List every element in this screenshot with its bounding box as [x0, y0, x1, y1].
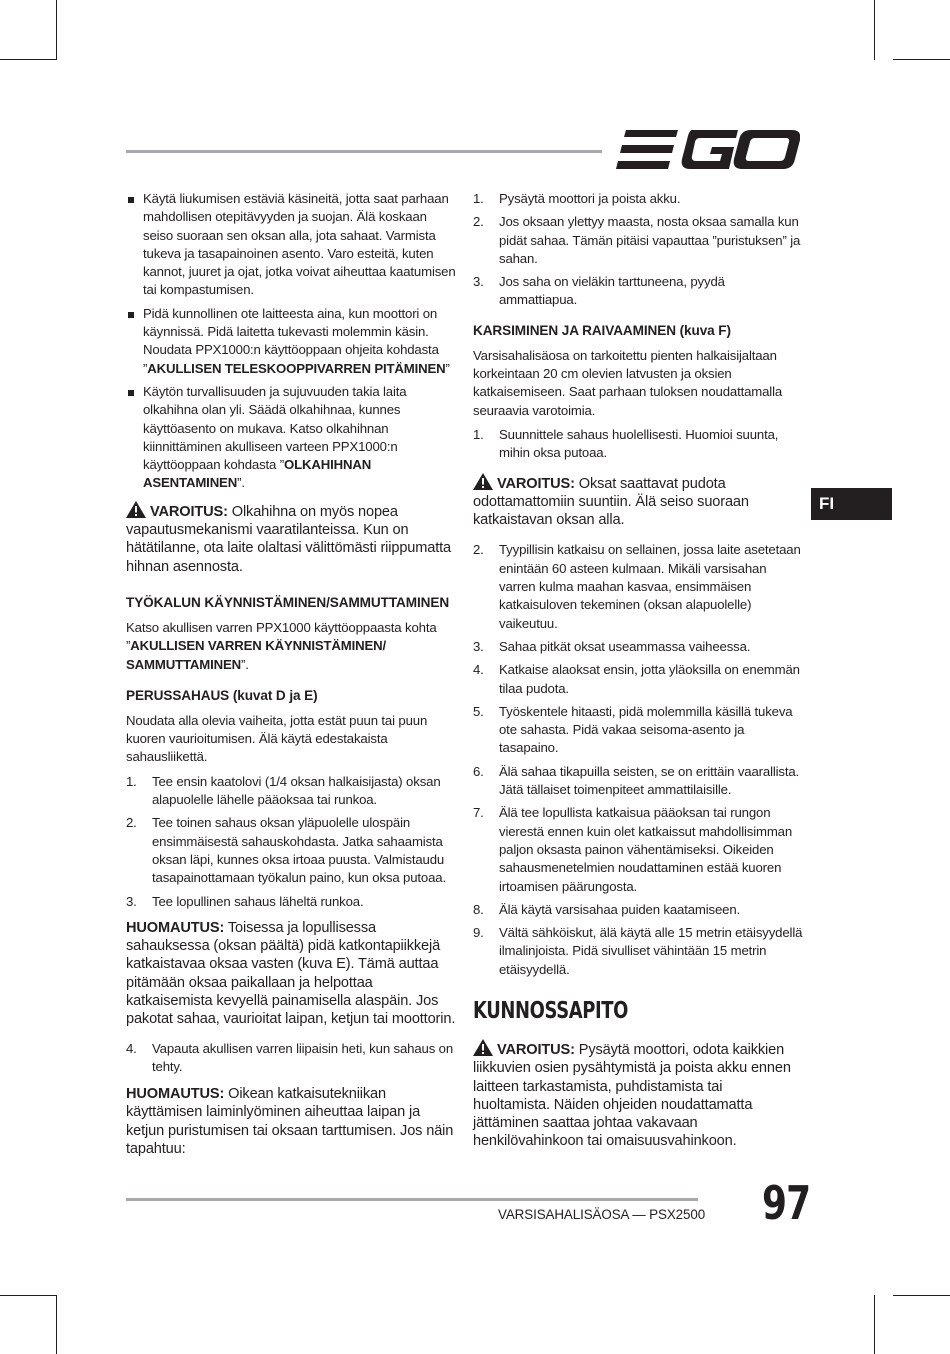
- list-item: 2. Tee toinen sahaus oksan yläpuolelle ulospäin ensimmäisestä sahauskohdasta. Jatka sahaamista oksan läpi, kunnes oksa irtoaa puusta. Valmistaudu tasapainottamaan työkalun paino, kun oksa putoaa.: [126, 815, 446, 886]
- note-block: HUOMAUTUS: Toisessa ja lopullisessa sahauksessa (oksan päältä) pidä katkontapiikkejä katkaistavaa oksaa vasten (kuva E). Tämä auttaa pitämään oksaa paikallaan ja helpottaa katkaisemista kevyellä painamisella alaspäin. Jos pakotat sahaa, vaurioitat laipan, ketjun tai moottorin.: [126, 919, 456, 1028]
- list-item: 3. Sahaa pitkät oksat useammassa vaiheessa.: [473, 638, 751, 654]
- list-item: Pidä kunnollinen ote laitteesta aina, kun moottori on käynnissä. Pidä laitetta tukevasti molemmin käsin. Noudata PPX1000:n käyttöoppaan ohjeita kohdasta ”AKULLISEN TELESKOOPPIVARREN PITÄMINEN”: [126, 305, 456, 378]
- crop-mark: [893, 1295, 950, 1296]
- list-item: 7. Älä tee lopullista katkaisua pääoksan tai rungon vierestä ennen kuin olet katkaissut mahdollisimman paljon oksasta painon vähentämiseksi. Oikeiden sahausmenetelmien noudattaminen estää kuoren irtoamisen päärungosta.: [473, 805, 793, 894]
- crop-mark: [893, 59, 950, 60]
- list-item: Käytä liukumisen estäviä käsineitä, jotta saat parhaan mahdollisen otepitävyyden ja suojan. Älä koskaan seiso suoraan sen oksan alla, jota sahaat. Varmista tukeva ja tasapainoinen asento. Varo esteitä, kuten kannot, juuret ja ojat, jotka voivat aiheuttaa kaatumisen tai kompastumisen.: [126, 190, 456, 300]
- section-heading: TYÖKALUN KÄYNNISTÄMINEN/SAMMUTTAMINEN: [126, 594, 450, 610]
- note-block: HUOMAUTUS: Oikean katkaisutekniikan käyttämisen laiminlyöminen aiheuttaa laipan ja ketjun puristumisen tai oksaan tarttumisen. Jos näin tapahtuu:: [126, 1086, 454, 1158]
- list-item: 2. Tyypillisin katkaisu on sellainen, jossa laite asetetaan enintään 60 asteen kulmaan. Mikäli varsisahan varren kulma maahan kasvaa, ensimmäisen katkaisuloven tekeminen (oksan alapuolelle) vaikeutuu.: [473, 542, 801, 631]
- section-heading: KARSIMINEN JA RAIVAAMINEN (kuva F): [473, 322, 731, 338]
- list-item: 4. Katkaise alaoksat ensin, jotta yläoksilla on enemmän tilaa pudota.: [473, 662, 800, 696]
- bullet-icon: [128, 390, 134, 396]
- warning-icon: [473, 1039, 493, 1056]
- paragraph: Varsisahalisäosa on tarkoitettu pienten halkaisijaltaan korkeintaan 20 cm olevien latvusten ja oksien katkaisemiseen. Saat parhaan tuloksen noudattamalla seuraavia varotoimia.: [473, 347, 783, 418]
- warning-icon: [473, 473, 493, 490]
- crop-mark: [874, 0, 875, 60]
- right-column: [473, 190, 803, 1151]
- list-item: 3. Jos saha on vieläkin tarttuneena, pyydä ammattiapua.: [473, 274, 725, 308]
- crop-mark: [0, 1295, 57, 1296]
- list-item: 3. Tee lopullinen sahaus läheltä runkoa.: [126, 893, 364, 909]
- section-title: KUNNOSSAPITO: [473, 997, 628, 1024]
- page-number: 97: [762, 1176, 811, 1230]
- warning-block: VAROITUS: Pysäytä moottori, odota kaikkien liikkuvien osien pysähtymistä ja poista akku ennen laitteen tarkastamista, puhdistamista tai huoltamista. Näiden ohjeiden noudattamatta jättäminen saattaa johtaa vakavaan henkilövahinkoon tai omaisuusvahinkoon.: [473, 1039, 803, 1151]
- ego-logo: [616, 128, 800, 172]
- left-column: [126, 190, 456, 1158]
- warning-icon: [126, 501, 146, 518]
- bullet-icon: [128, 197, 134, 203]
- header-rule: [126, 150, 602, 153]
- footer-product: VARSISAHALISÄOSA — PSX2500: [498, 1207, 706, 1222]
- crop-mark: [874, 1295, 875, 1354]
- list-item: 4. Vapauta akullisen varren liipaisin heti, kun sahaus on tehty.: [126, 1040, 454, 1074]
- crop-mark: [56, 0, 57, 60]
- list-item: 8. Älä käytä varsisahaa puiden kaatamiseen.: [473, 901, 741, 917]
- language-tab: FI: [811, 488, 892, 520]
- list-item: 6. Älä sahaa tikapuilla seisten, se on erittäin vaarallista. Jätä tällaiset toimenpiteet ammattilaisille.: [473, 763, 800, 798]
- list-item: 2. Jos oksaan ylettyy maasta, nosta oksaa samalla kun pidät sahaa. Tämän pitäisi vapauttaa ”puristuksen” ja sahan.: [473, 214, 801, 266]
- list-item: 1. Pysäytä moottori ja poista akku.: [473, 191, 681, 206]
- list-item: 5. Työskentele hitaasti, pidä molemmilla käsillä tukeva ote sahasta. Pidä vakaa seisoma-asento ja tasapaino.: [473, 703, 793, 756]
- warning-block: VAROITUS: Oksat saattavat pudota odottamattomiin suuntiin. Älä seiso suoraan katkaistavan oksan alla.: [473, 473, 803, 530]
- list-item: Käytön turvallisuuden ja sujuvuuden takia laita olkahihna olan yli. Säädä olkahihnaa, kunnes käyttöasento on mukava. Katso olkahihnan kiinnittäminen akulliseen varteen PPX1000:n käyttöoppaan kohdasta ”OLKAHIHNAN ASENTAMINEN”.: [126, 383, 456, 493]
- warning-block: VAROITUS: Olkahihna on myös nopea vapautusmekanismi vaaratilanteissa. Kun on hätätilanne, ota laite olaltasi välittömästi riippumatta hihnan asennosta.: [126, 501, 456, 576]
- bullet-icon: [128, 312, 134, 318]
- list-item: 1. Tee ensin kaatolovi (1/4 oksan halkaisijasta) oksan alapuolelle lähelle pääoksaa tai runkoa.: [126, 773, 441, 808]
- paragraph: Noudata alla olevia vaiheita, jotta estät puun tai puun kuoren vaurioitumisen. Älä käytä edestakaista sahausliikettä.: [126, 712, 428, 765]
- list-item: 9. Vältä sähköiskut, älä käytä alle 15 metrin etäisyydellä ilmalinjoista. Pidä sivulliset vähintään 15 metrin etäisyydellä.: [473, 925, 803, 977]
- section-heading: PERUSSAHAUS (kuvat D ja E): [126, 687, 318, 703]
- paragraph: Katso akullisen varren PPX1000 käyttöoppaasta kohta ”AKULLISEN VARREN KÄYNNISTÄMINEN/ SAMMUTTAMINEN”.: [126, 619, 437, 672]
- crop-mark: [0, 59, 57, 60]
- footer-rule: [126, 1198, 698, 1201]
- crop-mark: [56, 1295, 57, 1354]
- list-item: 1. Suunnittele sahaus huolellisesti. Huomioi suunta, mihin oksa putoaa.: [473, 426, 779, 461]
